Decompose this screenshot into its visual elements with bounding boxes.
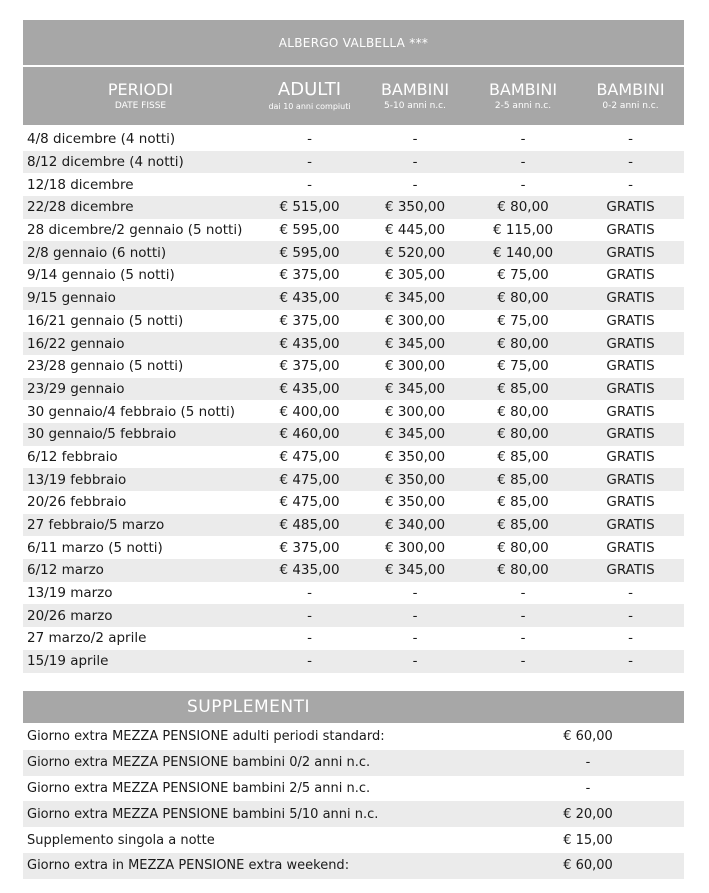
header-sub: 2-5 anni n.c.	[494, 100, 552, 111]
price-adulti-cell: € 375,00	[279, 539, 340, 556]
price-bambini-0-2-cell: GRATIS	[606, 358, 655, 375]
table-row	[23, 536, 684, 559]
period-cell: 9/14 gennaio (5 notti)	[27, 267, 175, 284]
price-bambini-5-10-cell: € 350,00	[384, 471, 446, 488]
supplement-row	[23, 776, 684, 802]
header-adulti	[258, 67, 361, 125]
price-adulti-cell: -	[307, 154, 312, 171]
price-bambini-0-2-cell: GRATIS	[606, 471, 655, 488]
price-bambini-0-2-cell: GRATIS	[606, 335, 655, 352]
period-cell: 2/8 gennaio (6 notti)	[27, 244, 167, 261]
supplement-price: € 15,00	[563, 832, 613, 848]
price-bambini-2-5-cell: € 85,00	[497, 517, 549, 534]
price-bambini-2-5-cell: -	[520, 607, 526, 624]
supplement-price: € 60,00	[563, 729, 613, 745]
table-row	[23, 219, 684, 242]
price-bambini-0-2-cell: -	[628, 630, 633, 647]
header-main: ADULTI	[277, 78, 342, 100]
period-cell: 23/28 gennaio (5 notti)	[27, 358, 184, 375]
price-adulti-cell: -	[307, 607, 312, 624]
price-bambini-5-10-cell: € 300,00	[384, 403, 446, 420]
price-bambini-2-5-cell: € 85,00	[497, 471, 549, 488]
price-bambini-2-5-cell: € 85,00	[497, 380, 549, 397]
header-bambini-5-10	[361, 67, 469, 125]
price-bambini-5-10-cell: € 520,00	[384, 244, 446, 261]
period-cell: 28 dicembre/2 gennaio (5 notti)	[27, 222, 243, 239]
table-row	[23, 468, 684, 491]
price-adulti-cell: € 375,00	[279, 312, 340, 329]
table-row	[23, 423, 684, 446]
table-row	[23, 196, 684, 219]
price-adulti-cell: -	[307, 131, 312, 148]
price-bambini-5-10-cell: € 345,00	[384, 426, 446, 443]
supplement-description: Giorno extra MEZZA PENSIONE bambini 5/10 anni n.c.	[27, 806, 379, 822]
supplement-price: -	[585, 755, 591, 771]
price-bambini-2-5-cell: € 115,00	[492, 222, 554, 239]
price-bambini-5-10-cell: € 350,00	[384, 448, 446, 465]
supplementi-header	[23, 691, 684, 723]
price-bambini-2-5-cell: € 80,00	[497, 562, 549, 579]
price-bambini-0-2-cell: GRATIS	[606, 290, 655, 307]
supplementi-title: SUPPLEMENTI	[187, 697, 310, 717]
supplement-price: € 20,00	[563, 806, 613, 822]
price-bambini-5-10-cell: -	[412, 630, 418, 647]
price-bambini-0-2-cell: GRATIS	[606, 517, 655, 534]
price-bambini-0-2-cell: GRATIS	[606, 267, 655, 284]
price-adulti-cell: € 375,00	[279, 267, 340, 284]
table-row	[23, 627, 684, 650]
price-bambini-0-2-cell: GRATIS	[606, 403, 655, 420]
header-sub: DATE FISSE	[114, 100, 167, 111]
price-table	[23, 20, 684, 673]
period-cell: 30 gennaio/5 febbraio	[27, 426, 177, 443]
header-periodi	[23, 67, 258, 125]
hotel-title: ALBERGO VALBELLA ***	[278, 35, 429, 50]
table-row	[23, 264, 684, 287]
price-bambini-5-10-cell: -	[412, 607, 418, 624]
table-row	[23, 514, 684, 537]
period-cell: 16/21 gennaio (5 notti)	[27, 312, 184, 329]
table-row	[23, 650, 684, 673]
header-main: BAMBINI	[488, 79, 558, 99]
price-bambini-2-5-cell: -	[520, 630, 526, 647]
table-row	[23, 400, 684, 423]
period-cell: 20/26 febbraio	[27, 494, 127, 511]
price-bambini-5-10-cell: € 350,00	[384, 494, 446, 511]
table-row	[23, 173, 684, 196]
table-row	[23, 128, 684, 151]
period-cell: 9/15 gennaio	[27, 290, 116, 307]
price-bambini-2-5-cell: € 80,00	[497, 403, 549, 420]
price-bambini-0-2-cell: GRATIS	[606, 244, 655, 261]
header-bambini-0-2	[577, 67, 684, 125]
supplement-price: -	[585, 780, 591, 796]
period-cell: 6/12 marzo	[27, 562, 104, 579]
period-cell: 8/12 dicembre (4 notti)	[27, 154, 184, 171]
price-adulti-cell: € 375,00	[279, 358, 340, 375]
period-cell: 20/26 marzo	[27, 607, 113, 624]
price-bambini-2-5-cell: -	[520, 154, 526, 171]
price-bambini-0-2-cell: GRATIS	[606, 448, 655, 465]
period-cell: 13/19 febbraio	[27, 471, 127, 488]
price-bambini-5-10-cell: € 340,00	[384, 517, 446, 534]
price-adulti-cell: -	[307, 176, 312, 193]
price-bambini-0-2-cell: GRATIS	[606, 199, 655, 216]
price-bambini-5-10-cell: € 300,00	[384, 539, 446, 556]
price-adulti-cell: € 475,00	[279, 471, 340, 488]
price-bambini-2-5-cell: € 75,00	[497, 267, 549, 284]
price-bambini-5-10-cell: € 345,00	[384, 562, 446, 579]
price-bambini-5-10-cell: -	[412, 176, 418, 193]
price-bambini-5-10-cell: € 345,00	[384, 335, 446, 352]
period-cell: 6/11 marzo (5 notti)	[27, 539, 163, 556]
price-adulti-cell: € 435,00	[279, 335, 340, 352]
period-cell: 4/8 dicembre (4 notti)	[27, 131, 176, 148]
price-bambini-0-2-cell: -	[628, 176, 633, 193]
period-cell: 27 febbraio/5 marzo	[27, 517, 165, 534]
period-cell: 16/22 gennaio	[27, 335, 125, 352]
table-row	[23, 355, 684, 378]
price-bambini-2-5-cell: -	[520, 653, 526, 670]
price-bambini-2-5-cell: € 85,00	[497, 494, 549, 511]
header-sub: 0-2 anni n.c.	[602, 100, 659, 111]
price-bambini-0-2-cell: GRATIS	[606, 539, 655, 556]
price-bambini-5-10-cell: -	[412, 653, 418, 670]
price-bambini-5-10-cell: -	[412, 585, 418, 602]
price-bambini-2-5-cell: € 75,00	[497, 358, 549, 375]
price-bambini-2-5-cell: -	[520, 585, 526, 602]
price-bambini-2-5-cell: € 80,00	[497, 426, 549, 443]
price-bambini-0-2-cell: GRATIS	[606, 426, 655, 443]
header-main: PERIODI	[107, 79, 174, 99]
price-bambini-0-2-cell: -	[628, 607, 633, 624]
supplement-row	[23, 801, 684, 827]
supplement-row	[23, 750, 684, 776]
price-bambini-0-2-cell: -	[628, 653, 633, 670]
supplement-description: Supplemento singola a notte	[27, 832, 215, 848]
table-row	[23, 287, 684, 310]
price-adulti-cell: € 435,00	[279, 290, 340, 307]
table-row	[23, 446, 684, 469]
price-adulti-cell: -	[307, 653, 312, 670]
table-row	[23, 582, 684, 605]
supplement-description: Giorno extra MEZZA PENSIONE bambini 0/2 anni n.c.	[27, 755, 371, 771]
price-bambini-0-2-cell: GRATIS	[606, 494, 655, 511]
price-bambini-5-10-cell: € 345,00	[384, 380, 446, 397]
price-bambini-5-10-cell: -	[412, 154, 418, 171]
price-adulti-cell: € 475,00	[279, 448, 340, 465]
period-cell: 23/29 gennaio	[27, 380, 125, 397]
supplement-row	[23, 724, 684, 750]
table-row	[23, 151, 684, 174]
price-bambini-5-10-cell: € 300,00	[384, 358, 446, 375]
table-row	[23, 604, 684, 627]
price-adulti-cell: € 485,00	[279, 517, 340, 534]
price-bambini-0-2-cell: -	[628, 131, 633, 148]
price-bambini-5-10-cell: € 350,00	[384, 199, 446, 216]
supplement-description: Giorno extra MEZZA PENSIONE bambini 2/5 anni n.c.	[27, 780, 371, 796]
price-bambini-0-2-cell: GRATIS	[606, 222, 655, 239]
price-bambini-0-2-cell: -	[628, 585, 633, 602]
price-bambini-2-5-cell: € 80,00	[497, 335, 549, 352]
price-bambini-5-10-cell: € 305,00	[384, 267, 446, 284]
table-row	[23, 378, 684, 401]
price-adulti-cell: € 435,00	[279, 562, 340, 579]
price-bambini-2-5-cell: € 140,00	[492, 244, 554, 261]
price-bambini-5-10-cell: € 445,00	[384, 222, 446, 239]
price-bambini-2-5-cell: € 80,00	[497, 539, 549, 556]
table-row	[23, 332, 684, 355]
price-bambini-0-2-cell: GRATIS	[606, 562, 655, 579]
price-bambini-2-5-cell: -	[520, 176, 526, 193]
header-sub: dai 10 anni compiuti	[268, 101, 351, 111]
table-row	[23, 241, 684, 264]
period-cell: 27 marzo/2 aprile	[27, 630, 147, 647]
supplementi-list	[23, 724, 684, 879]
period-cell: 6/12 febbraio	[27, 448, 118, 465]
price-adulti-cell: € 595,00	[279, 244, 340, 261]
price-bambini-5-10-cell: € 300,00	[384, 312, 446, 329]
price-bambini-5-10-cell: € 345,00	[384, 290, 446, 307]
price-bambini-5-10-cell: -	[412, 131, 418, 148]
header-bambini-2-5	[469, 67, 577, 125]
table-row	[23, 559, 684, 582]
period-cell: 30 gennaio/4 febbraio (5 notti)	[27, 403, 236, 420]
supplement-row	[23, 827, 684, 853]
price-adulti-cell: € 435,00	[279, 380, 340, 397]
header-sub: 5-10 anni n.c.	[384, 100, 446, 111]
table-row	[23, 310, 684, 333]
price-adulti-cell: € 400,00	[279, 403, 340, 420]
price-adulti-cell: -	[307, 585, 312, 602]
header-main: BAMBINI	[380, 79, 450, 99]
supplement-description: Giorno extra MEZZA PENSIONE adulti periodi standard:	[27, 729, 385, 745]
supplement-price: € 60,00	[563, 858, 613, 874]
supplement-row	[23, 853, 684, 879]
price-bambini-2-5-cell: € 75,00	[497, 312, 549, 329]
price-adulti-cell: € 475,00	[279, 494, 340, 511]
price-adulti-cell: € 460,00	[279, 426, 340, 443]
price-bambini-2-5-cell: € 80,00	[497, 199, 549, 216]
price-adulti-cell: € 515,00	[279, 199, 340, 216]
period-cell: 12/18 dicembre	[27, 176, 134, 193]
price-bambini-0-2-cell: GRATIS	[606, 312, 655, 329]
price-bambini-2-5-cell: -	[520, 131, 526, 148]
hotel-title-bar	[23, 20, 684, 65]
supplement-description: Giorno extra in MEZZA PENSIONE extra weekend:	[27, 858, 350, 874]
price-adulti-cell: -	[307, 630, 312, 647]
price-bambini-0-2-cell: GRATIS	[606, 380, 655, 397]
price-adulti-cell: € 595,00	[279, 222, 340, 239]
table-body	[23, 128, 684, 673]
header-main: BAMBINI	[596, 79, 665, 99]
price-bambini-0-2-cell: -	[628, 154, 633, 171]
period-cell: 22/28 dicembre	[27, 199, 134, 216]
period-cell: 13/19 marzo	[27, 585, 113, 602]
table-row	[23, 491, 684, 514]
table-header	[23, 67, 684, 125]
period-cell: 15/19 aprile	[27, 653, 109, 670]
price-bambini-2-5-cell: € 80,00	[497, 290, 549, 307]
price-bambini-2-5-cell: € 85,00	[497, 448, 549, 465]
